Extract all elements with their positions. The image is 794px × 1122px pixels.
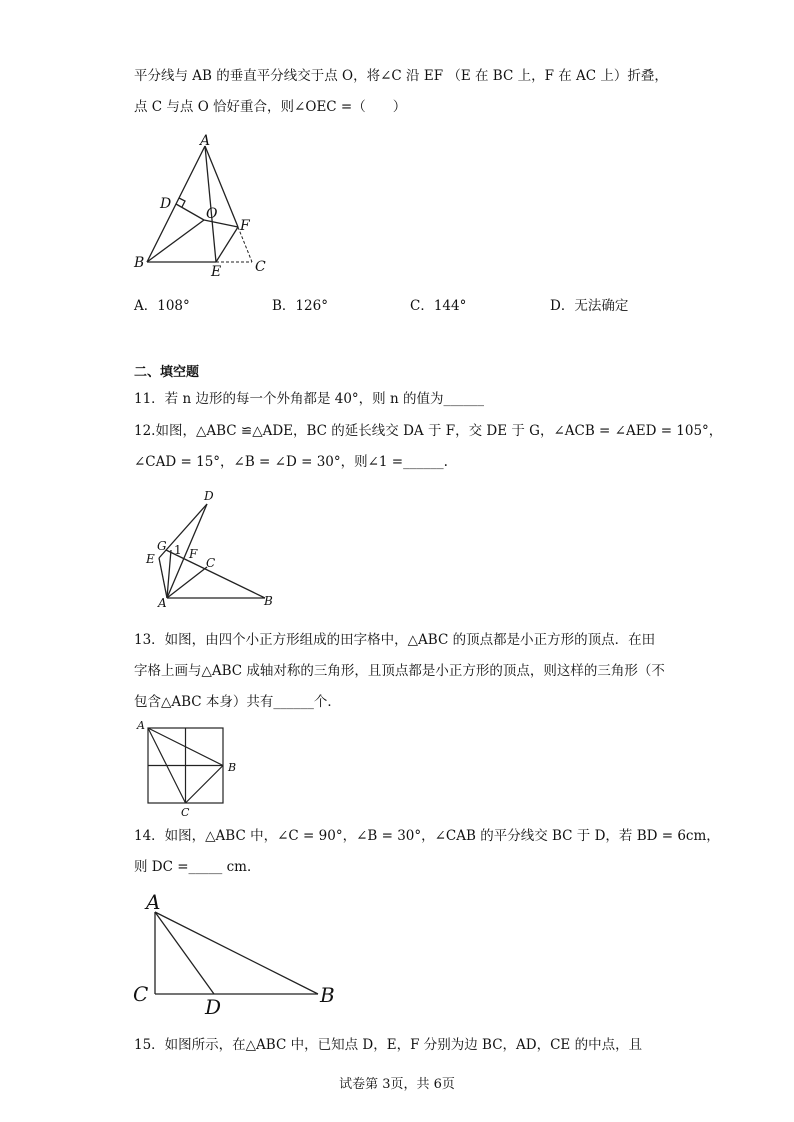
q10-figure: [130, 132, 280, 282]
q10-option-c[interactable]: [410, 296, 466, 316]
label-B: B: [320, 983, 335, 1007]
q11-text: 11．若 n 边形的每一个外角都是 40°，则 n 的值为______: [134, 391, 484, 407]
label-O: O: [206, 206, 218, 222]
label-C: C: [181, 806, 190, 819]
segment-AB: [155, 912, 318, 994]
label-D: D: [160, 196, 172, 212]
option-letter: D．: [550, 298, 575, 314]
label-E: E: [146, 552, 155, 566]
q13-line-3: 包含△ABC 本身）共有______个．: [134, 694, 341, 710]
segment-BC: [186, 766, 224, 804]
label-1: 1: [174, 543, 182, 557]
option-text: 无法确定: [574, 298, 629, 314]
q15-text: 15．如图所示，在△ABC 中，已知点 D，E，F 分别为边 BC，AD，CE 的中点，且: [134, 1037, 643, 1053]
option-text: 126°: [295, 298, 328, 314]
label-B: B: [228, 761, 237, 774]
segment-DO: [176, 204, 204, 220]
q13-line-2: 字格上画与△ABC 成轴对称的三角形，且顶点都是小正方形的顶点，则这样的三角形（不: [134, 663, 665, 679]
q10-option-d[interactable]: [550, 296, 628, 316]
page-footer: 试卷第 3页，共 6页: [339, 1077, 455, 1092]
q10-line-2: 点 C 与点 O 恰好重合，则∠OEC =（ ）: [134, 99, 407, 115]
label-C: C: [133, 982, 149, 1006]
option-letter: B．: [272, 298, 296, 314]
label-G: G: [157, 539, 167, 553]
label-A: A: [137, 719, 145, 732]
segment-BG: [166, 550, 265, 598]
q14-figure: [130, 888, 340, 1018]
label-A: A: [200, 133, 211, 149]
label-E: E: [211, 264, 222, 280]
section-heading: 二、填空题: [134, 365, 200, 380]
label-C: C: [255, 259, 266, 275]
label-A: A: [146, 890, 161, 914]
segment-AD: [167, 504, 207, 598]
option-letter: A．: [134, 298, 158, 314]
q10-line-1: 平分线与 AB 的垂直平分线交于点 O，将∠C 沿 EF （E 在 BC 上，F 在 AC 上）折叠，: [134, 68, 668, 84]
option-letter: C．: [410, 298, 434, 314]
segment-AE: [205, 146, 216, 262]
q12-line-1: 12.如图，△ABC ≌△ADE，BC 的延长线交 DA 于 F，交 DE 于 G，∠ACB = ∠AED = 105°，: [134, 423, 723, 439]
segment-BO: [147, 220, 204, 262]
label-B: B: [264, 594, 273, 608]
q10-option-b[interactable]: [272, 296, 328, 316]
q12-line-2: ∠CAD = 15°，∠B = ∠D = 30°，则∠1 =______.: [134, 454, 448, 470]
segment-EA: [159, 558, 167, 598]
label-D: D: [204, 489, 214, 503]
q13-figure: [132, 717, 252, 822]
option-text: 144°: [433, 298, 467, 314]
q10-option-a[interactable]: [134, 296, 190, 316]
label-A: A: [158, 596, 167, 610]
option-text: 108°: [157, 298, 190, 314]
q13-line-1: 13．如图，由四个小正方形组成的田字格中，△ABC 的顶点都是小正方形的顶点．在田: [134, 632, 656, 648]
label-D: D: [205, 995, 222, 1019]
segment-AD: [155, 912, 214, 994]
label-B: B: [134, 255, 145, 271]
label-C: C: [206, 556, 216, 570]
q12-figure: [140, 487, 290, 612]
q14-line-2: 则 DC =_____ cm．: [134, 859, 261, 875]
segment-EF: [216, 227, 238, 262]
label-F: F: [240, 218, 250, 234]
label-F: F: [189, 547, 198, 561]
q14-line-1: 14．如图，△ABC 中，∠C = 90°，∠B = 30°，∠CAB 的平分线交 BC 于 D，若 BD = 6cm，: [134, 828, 720, 844]
